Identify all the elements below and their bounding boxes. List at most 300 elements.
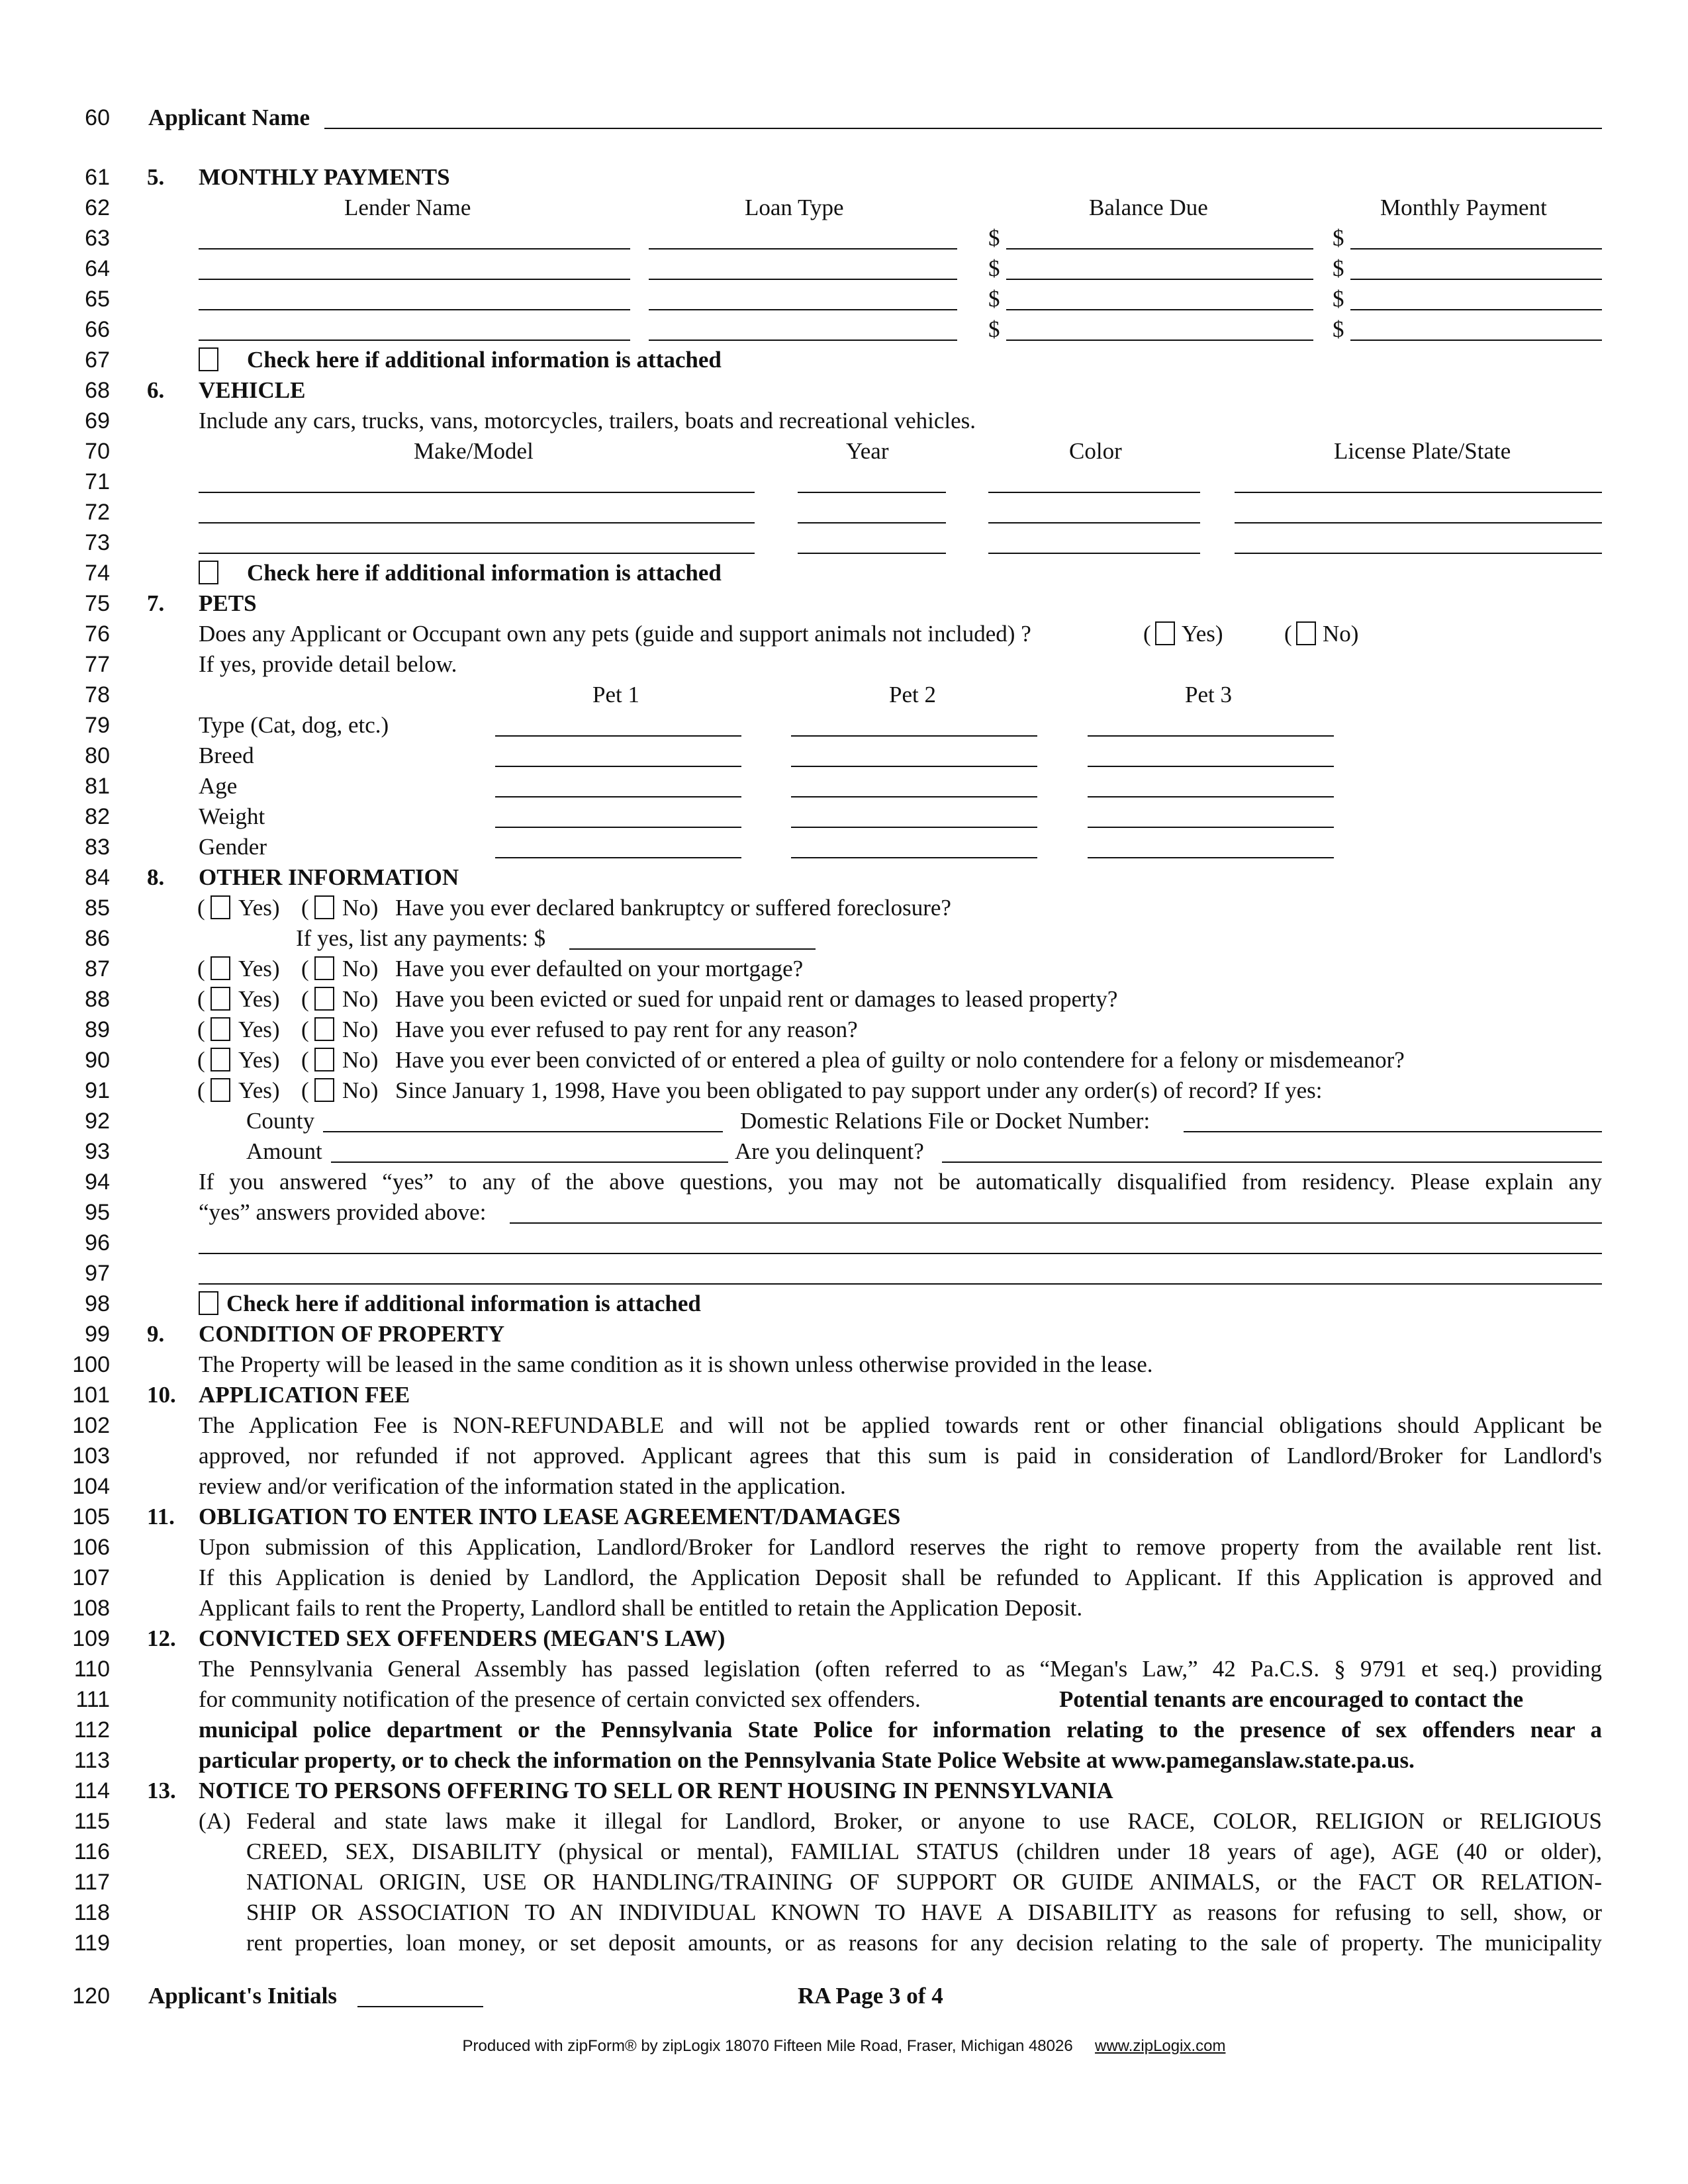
section-number: 12. (147, 1625, 176, 1651)
yes-checkbox[interactable] (211, 987, 230, 1011)
pet3-age-field[interactable] (1088, 796, 1334, 797)
paren: ( (197, 1077, 205, 1103)
column-header: Pet 3 (1185, 682, 1232, 707)
pet2-weight-field[interactable] (791, 827, 1037, 828)
form-line (0, 1981, 1688, 2011)
dollar-sign: $ (1333, 316, 1344, 342)
pet-row (0, 741, 1688, 771)
docket-field[interactable] (1184, 1131, 1602, 1132)
loan-type-field[interactable] (649, 309, 957, 310)
county-label: County (246, 1108, 315, 1134)
delinquent-field[interactable] (942, 1161, 1602, 1163)
dollar-sign: $ (988, 286, 1000, 312)
make-model-field[interactable] (199, 522, 755, 523)
license-plate-field[interactable] (1235, 553, 1602, 554)
paren: ( (301, 986, 309, 1012)
line-number: 86 (85, 926, 110, 951)
line-number: 106 (72, 1535, 110, 1560)
form-line (0, 1380, 1688, 1410)
vehicle-row (0, 527, 1688, 558)
form-line (0, 1502, 1688, 1532)
dollar-sign: $ (988, 255, 1000, 281)
lender-name-field[interactable] (199, 309, 630, 310)
form-line (0, 1654, 1688, 1684)
docket-label: Domestic Relations File or Docket Number: (740, 1108, 1150, 1134)
dollar-sign: $ (1333, 255, 1344, 281)
balance-due-field[interactable] (1006, 248, 1313, 250)
pet-field-label: Gender (199, 834, 267, 860)
no-label: No) (342, 956, 379, 981)
line-number: 89 (85, 1017, 110, 1042)
line-number: 82 (85, 804, 110, 829)
checkbox-label: Check here if additional information is attached (226, 1291, 701, 1316)
form-line (0, 1197, 1688, 1228)
line-number: 119 (73, 1931, 110, 1956)
line-number: 110 (73, 1657, 110, 1682)
form-line (0, 1289, 1688, 1319)
payment-row (0, 314, 1688, 345)
section-title: MONTHLY PAYMENTS (199, 164, 450, 190)
form-line (0, 162, 1688, 193)
question-text: Have you been evicted or sued for unpaid rent or damages to leased property? (395, 986, 1118, 1012)
question-text: Have you ever refused to pay rent for any reason? (395, 1017, 858, 1042)
form-line (0, 862, 1688, 893)
make-model-field[interactable] (199, 492, 755, 493)
form-line (0, 619, 1688, 649)
lender-name-field[interactable] (199, 279, 630, 280)
line-number: 78 (85, 682, 110, 707)
paren: ( (301, 895, 309, 921)
line-number: 77 (85, 652, 110, 677)
form-line (0, 1684, 1688, 1715)
question-text: Have you ever defaulted on your mortgage? (395, 956, 804, 981)
color-field[interactable] (988, 553, 1200, 554)
line-number: 99 (85, 1322, 110, 1347)
line-number: 80 (85, 743, 110, 768)
column-header: License Plate/State (1334, 438, 1511, 464)
pet1-breed-field[interactable] (495, 766, 741, 767)
paren: ( (1284, 621, 1292, 647)
yes-label: Yes) (238, 956, 280, 981)
yes-checkbox[interactable] (211, 956, 230, 980)
line-number: 61 (85, 165, 110, 190)
line-number: 114 (73, 1778, 110, 1803)
paragraph-text: Upon submission of this Application, Landlord/Broker for Landlord reserves the right to remove property from the available rent list. (199, 1534, 1602, 1560)
line-number: 115 (73, 1809, 110, 1834)
yes-checkbox[interactable] (211, 1078, 230, 1102)
applicant-name-label: Applicant Name (148, 105, 310, 130)
line-number: 90 (85, 1048, 110, 1073)
paren: ( (197, 1017, 205, 1042)
vehicle-row (0, 497, 1688, 527)
initials-label: Applicant's Initials (148, 1983, 337, 2009)
question-text: Have you ever been convicted of or entered a plea of guilty or nolo contendere for a felony or misdemeanor? (395, 1047, 1405, 1073)
pet-row (0, 832, 1688, 862)
pet1-gender-field[interactable] (495, 857, 741, 858)
line-number: 109 (72, 1626, 110, 1651)
line-number: 105 (72, 1504, 110, 1529)
line-number: 118 (73, 1900, 110, 1925)
bold-notice-text: Potential tenants are encouraged to contact the (1059, 1686, 1524, 1712)
no-checkbox[interactable] (314, 1078, 334, 1102)
no-checkbox[interactable] (314, 956, 334, 980)
paragraph-text: NATIONAL ORIGIN, USE OR HANDLING/TRAINING OF SUPPORT OR GUIDE ANIMALS, or the FACT OR RELATION- (246, 1869, 1602, 1895)
paragraph-text: for community notification of the presence of certain convicted sex offenders. (199, 1686, 921, 1712)
column-header: Color (1069, 438, 1122, 464)
line-number: 66 (85, 317, 110, 342)
no-label: No) (342, 986, 379, 1012)
column-header: Pet 2 (889, 682, 936, 707)
form-line (0, 1228, 1688, 1258)
form-line (0, 1319, 1688, 1349)
line-number: 102 (72, 1413, 110, 1438)
dollar-sign: $ (1333, 286, 1344, 312)
line-number: 92 (85, 1109, 110, 1134)
subsection-marker: (A) (199, 1808, 231, 1834)
section-number: 5. (147, 164, 165, 190)
form-line (0, 1563, 1688, 1593)
year-field[interactable] (798, 492, 946, 493)
form-line (0, 1928, 1688, 1958)
section-title: OTHER INFORMATION (199, 864, 459, 890)
form-line (0, 558, 1688, 588)
form-line (0, 1897, 1688, 1928)
checkbox-label: Check here if additional information is attached (247, 347, 722, 373)
monthly-payment-field[interactable] (1350, 279, 1602, 280)
section-title: VEHICLE (199, 377, 306, 403)
form-line (0, 1776, 1688, 1806)
pet2-breed-field[interactable] (791, 766, 1037, 767)
question-text: Since January 1, 1998, Have you been obligated to pay support under any order(s) of record? If yes: (395, 1077, 1323, 1103)
explain-text: If you answered “yes” to any of the above questions, you may not be automatically disqualified from residency. Please explain any (199, 1169, 1602, 1195)
form-line (0, 923, 1688, 954)
line-number: 79 (85, 713, 110, 738)
line-number: 93 (85, 1139, 110, 1164)
section-title: PETS (199, 590, 257, 616)
question-row (0, 893, 1688, 923)
section-title: APPLICATION FEE (199, 1382, 410, 1408)
line-number: 108 (72, 1596, 110, 1621)
year-field[interactable] (798, 522, 946, 523)
lender-name-field[interactable] (199, 248, 630, 250)
line-number: 81 (85, 774, 110, 799)
line-number: 95 (85, 1200, 110, 1225)
line-number: 69 (85, 408, 110, 433)
line-number: 88 (85, 987, 110, 1012)
dollar-sign: $ (988, 316, 1000, 342)
paragraph-text: approved, nor refunded if not approved. Applicant agrees that this sum is paid in consideration of Landlord/Broker for Landlord's (199, 1443, 1602, 1469)
additional-info-checkbox[interactable] (199, 347, 218, 371)
pet1-type-field[interactable] (495, 735, 741, 737)
amount-label: Amount (246, 1138, 322, 1164)
line-number: 96 (85, 1230, 110, 1255)
line-number: 101 (72, 1383, 110, 1408)
line-number: 98 (85, 1291, 110, 1316)
line-number: 112 (73, 1717, 110, 1743)
line-number: 97 (85, 1261, 110, 1286)
line-number: 84 (85, 865, 110, 890)
form-line (0, 1349, 1688, 1380)
section-number: 10. (147, 1382, 176, 1408)
paragraph-text: review and/or verification of the information stated in the application. (199, 1473, 846, 1499)
paragraph-text: rent properties, loan money, or set deposit amounts, or as reasons for any decision relating to the sale of property. The municipality (246, 1930, 1602, 1956)
balance-due-field[interactable] (1006, 309, 1313, 310)
payment-row (0, 253, 1688, 284)
paragraph-text: The Property will be leased in the same condition as it is shown unless otherwise provided in the lease. (199, 1351, 1153, 1377)
line-number: 87 (85, 956, 110, 981)
form-line (0, 1806, 1688, 1837)
question-row (0, 984, 1688, 1015)
form-line (0, 1867, 1688, 1897)
line-number: 70 (85, 439, 110, 464)
form-line (0, 375, 1688, 406)
yes-label: Yes) (238, 1047, 280, 1073)
yes-label: Yes) (238, 986, 280, 1012)
payments-field[interactable] (569, 948, 816, 950)
line-number: 75 (85, 591, 110, 616)
pets-no-checkbox[interactable] (1296, 621, 1316, 645)
vehicle-row (0, 467, 1688, 497)
section-number: 8. (147, 864, 165, 890)
form-line (0, 345, 1688, 375)
section-title: OBLIGATION TO ENTER INTO LEASE AGREEMENT/DAMAGES (199, 1504, 901, 1529)
footer-text: Produced with zipForm® by zipLogix 18070 Fifteen Mile Road, Fraser, Michigan 48026 (462, 2037, 1073, 2055)
checkbox-label: Check here if additional information is attached (247, 560, 722, 586)
column-header: Year (846, 438, 889, 464)
pets-detail: If yes, provide detail below. (199, 651, 457, 677)
no-label: No) (1323, 621, 1359, 647)
dollar-sign: $ (988, 225, 1000, 251)
explain-field[interactable] (199, 1283, 1602, 1285)
line-number: 83 (85, 835, 110, 860)
line-number: 64 (85, 256, 110, 281)
form-line (0, 1593, 1688, 1623)
paren: ( (301, 956, 309, 981)
footer (0, 2037, 1688, 2056)
yes-label: Yes) (1182, 621, 1223, 647)
explain-label: “yes” answers provided above: (199, 1199, 487, 1225)
form-line (0, 193, 1688, 223)
pet2-age-field[interactable] (791, 796, 1037, 797)
question-row (0, 1015, 1688, 1045)
line-number: 117 (73, 1870, 110, 1895)
yes-checkbox[interactable] (211, 1017, 230, 1041)
pet-field-label: Breed (199, 743, 254, 768)
section-number: 11. (147, 1504, 175, 1529)
section-number: 6. (147, 377, 165, 403)
yes-checkbox[interactable] (211, 895, 230, 919)
column-header: Make/Model (414, 438, 534, 464)
pets-yes-checkbox[interactable] (1155, 621, 1175, 645)
no-label: No) (342, 1047, 379, 1073)
paren: ( (197, 986, 205, 1012)
question-text: Have you ever declared bankruptcy or suffered foreclosure? (395, 895, 951, 921)
line-number: 100 (72, 1352, 110, 1377)
pet3-breed-field[interactable] (1088, 766, 1334, 767)
line-number: 111 (75, 1687, 110, 1712)
pet-field-label: Type (Cat, dog, etc.) (199, 712, 389, 738)
form-line (0, 588, 1688, 619)
no-checkbox[interactable] (314, 1048, 334, 1071)
line-number: 104 (72, 1474, 110, 1499)
bold-notice-text: particular property, or to check the information on the Pennsylvania State Police Website at www.pameganslaw.state.pa.us. (199, 1747, 1415, 1773)
pet-field-label: Age (199, 773, 238, 799)
line-number: 91 (85, 1078, 110, 1103)
payments-label: If yes, list any payments: $ (296, 925, 546, 951)
loan-type-field[interactable] (649, 279, 957, 280)
paren: ( (197, 956, 205, 981)
lender-name-field[interactable] (199, 340, 630, 341)
section-title: CONVICTED SEX OFFENDERS (MEGAN'S LAW) (199, 1625, 726, 1651)
form-line (0, 1623, 1688, 1654)
pet3-type-field[interactable] (1088, 735, 1334, 737)
payment-row (0, 284, 1688, 314)
paren: ( (197, 895, 205, 921)
yes-label: Yes) (238, 1017, 280, 1042)
line-number: 67 (85, 347, 110, 373)
line-number: 71 (85, 469, 110, 494)
delinquent-label: Are you delinquent? (735, 1138, 924, 1164)
form-line (0, 1258, 1688, 1289)
paragraph-text: The Pennsylvania General Assembly has passed legislation (often referred to as “Megan's Law,” 42 Pa.C.S. § 9791 et seq.) providing (199, 1656, 1602, 1682)
form-line (0, 1136, 1688, 1167)
form-line (0, 1410, 1688, 1441)
form-line (0, 1471, 1688, 1502)
pet2-type-field[interactable] (791, 735, 1037, 737)
line-number: 103 (72, 1443, 110, 1469)
line-number: 62 (85, 195, 110, 220)
explain-field[interactable] (510, 1222, 1602, 1224)
monthly-payment-field[interactable] (1350, 248, 1602, 250)
pet-row (0, 710, 1688, 741)
yes-checkbox[interactable] (211, 1048, 230, 1071)
form-line (0, 1532, 1688, 1563)
no-label: No) (342, 1017, 379, 1042)
line-number: 73 (85, 530, 110, 555)
pet1-age-field[interactable] (495, 796, 741, 797)
balance-due-field[interactable] (1006, 340, 1313, 341)
balance-due-field[interactable] (1006, 279, 1313, 280)
pet3-weight-field[interactable] (1088, 827, 1334, 828)
question-row (0, 1075, 1688, 1106)
year-field[interactable] (798, 553, 946, 554)
monthly-payment-field[interactable] (1350, 340, 1602, 341)
paragraph-text: Federal and state laws make it illegal for Landlord, Broker, or anyone to use RACE, COLOR, RELIGION or RELIGIOUS (246, 1808, 1602, 1834)
column-header: Loan Type (745, 195, 844, 220)
pet2-gender-field[interactable] (791, 857, 1037, 858)
pet3-gender-field[interactable] (1088, 857, 1334, 858)
form-line (0, 1106, 1688, 1136)
vehicle-intro: Include any cars, trucks, vans, motorcycles, trailers, boats and recreational vehicles. (199, 408, 976, 433)
license-plate-field[interactable] (1235, 492, 1602, 493)
no-checkbox[interactable] (314, 1017, 334, 1041)
monthly-payment-field[interactable] (1350, 309, 1602, 310)
section-number: 9. (147, 1321, 165, 1347)
paren: ( (197, 1047, 205, 1073)
paragraph-text: Applicant fails to rent the Property, Landlord shall be entitled to retain the Application Deposit. (199, 1595, 1083, 1621)
line-number: 107 (72, 1565, 110, 1590)
form-line (0, 1441, 1688, 1471)
form-line (0, 103, 1688, 133)
color-field[interactable] (988, 492, 1200, 493)
form-line (0, 649, 1688, 680)
pets-question: Does any Applicant or Occupant own any pets (guide and support animals not included) ? (199, 621, 1031, 647)
line-number: 76 (85, 621, 110, 647)
page-indicator: RA Page 3 of 4 (798, 1983, 943, 2009)
explain-field[interactable] (199, 1253, 1602, 1254)
line-number: 120 (72, 1983, 110, 2009)
form-line (0, 1715, 1688, 1745)
paragraph-text: The Application Fee is NON-REFUNDABLE and will not be applied towards rent or other financial obligations should Applicant be (199, 1412, 1602, 1438)
line-number: 116 (73, 1839, 110, 1864)
pet1-weight-field[interactable] (495, 827, 741, 828)
section-number: 13. (147, 1778, 176, 1803)
line-number: 85 (85, 895, 110, 921)
line-number: 74 (85, 561, 110, 586)
amount-field[interactable] (331, 1161, 728, 1163)
line-number: 94 (85, 1169, 110, 1195)
additional-info-checkbox[interactable] (199, 561, 218, 584)
no-label: No) (342, 1077, 379, 1103)
paragraph-text: SHIP OR ASSOCIATION TO AN INDIVIDUAL KNOWN TO HAVE A DISABILITY as reasons for refusing to sell, show, or (246, 1899, 1602, 1925)
yes-label: Yes) (238, 895, 280, 921)
line-number: 113 (73, 1748, 110, 1773)
column-header: Monthly Payment (1380, 195, 1547, 220)
dollar-sign: $ (1333, 225, 1344, 251)
color-field[interactable] (988, 522, 1200, 523)
no-checkbox[interactable] (314, 987, 334, 1011)
applicant-name-field[interactable] (324, 128, 1602, 129)
line-number: 63 (85, 226, 110, 251)
payment-row (0, 223, 1688, 253)
pet-field-label: Weight (199, 803, 265, 829)
paragraph-text: CREED, SEX, DISABILITY (physical or mental), FAMILIAL STATUS (children under 18 years of age), AGE (40 or older), (246, 1839, 1602, 1864)
yes-label: Yes) (238, 1077, 280, 1103)
make-model-field[interactable] (199, 553, 755, 554)
paren: ( (1143, 621, 1151, 647)
bold-notice-text: municipal police department or the Pennsylvania State Police for information relating to the presence of sex offenders near a (199, 1717, 1602, 1743)
license-plate-field[interactable] (1235, 522, 1602, 523)
pet-row (0, 801, 1688, 832)
footer-link[interactable]: www.zipLogix.com (1095, 2037, 1226, 2055)
no-label: No) (342, 895, 379, 921)
initials-field[interactable] (357, 2006, 483, 2007)
column-header: Pet 1 (592, 682, 639, 707)
form-line (0, 680, 1688, 710)
no-checkbox[interactable] (314, 895, 334, 919)
question-row (0, 1045, 1688, 1075)
additional-info-checkbox[interactable] (199, 1291, 218, 1315)
column-header: Lender Name (344, 195, 471, 220)
line-number: 72 (85, 500, 110, 525)
column-header: Balance Due (1089, 195, 1208, 220)
loan-type-field[interactable] (649, 248, 957, 250)
section-title: CONDITION OF PROPERTY (199, 1321, 505, 1347)
pet-row (0, 771, 1688, 801)
line-number: 68 (85, 378, 110, 403)
loan-type-field[interactable] (649, 340, 957, 341)
question-row (0, 954, 1688, 984)
line-number: 65 (85, 287, 110, 312)
county-field[interactable] (323, 1131, 723, 1132)
paren: ( (301, 1077, 309, 1103)
form-line (0, 1837, 1688, 1867)
section-number: 7. (147, 590, 165, 616)
form-line (0, 436, 1688, 467)
paren: ( (301, 1047, 309, 1073)
paren: ( (301, 1017, 309, 1042)
form-line (0, 1167, 1688, 1197)
